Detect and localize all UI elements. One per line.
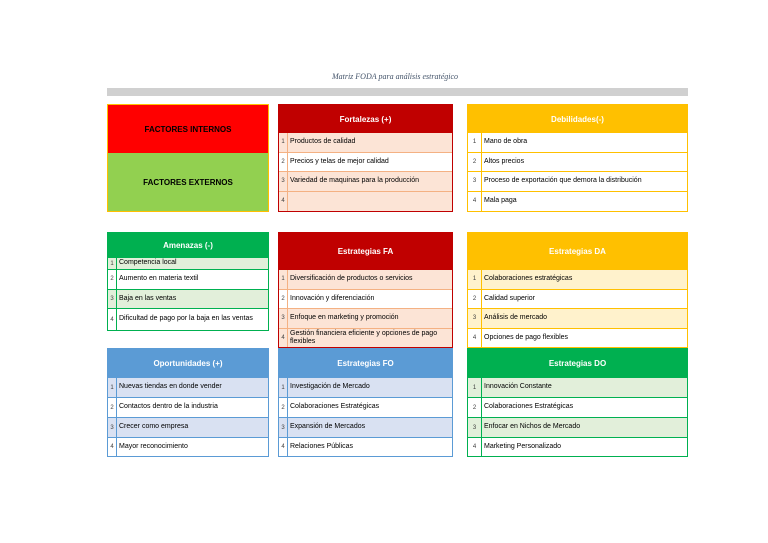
debilidades-panel [467,104,688,212]
list-item: 3 Enfoque en marketing y promoción [279,309,452,329]
list-item: 2 Altos precios [468,153,687,173]
list-item: 1 Innovación Constante [468,378,687,398]
list-item: 4 Mala paga [468,192,687,212]
estrategias-fo-header: Estrategias FO [279,349,452,378]
list-item: 1 Colaboraciones estratégicas [468,270,687,290]
internal-factors: FACTORES INTERNOS [108,105,268,153]
list-item: 2 Innovación y diferenciación [279,290,452,310]
list-item: 4 Dificultad de pago por la baja en las ventas [108,309,268,330]
list-item: 2 Precios y telas de mejor calidad [279,153,452,173]
oportunidades-header: Oportunidades (+) [108,349,268,378]
list-item: 3 Enfocar en Nichos de Mercado [468,418,687,438]
list-item: 2 Colaboraciones Estratégicas [468,398,687,418]
amenazas-panel [107,232,269,331]
list-item: 4 Gestión financiera eficiente y opciones de pago flexibles [279,329,452,348]
estrategias-fo-panel [278,348,453,457]
external-factors: FACTORES EXTERNOS [108,153,268,211]
factors-block [107,104,269,212]
fortalezas-panel [278,104,453,212]
list-item: 2 Aumento en materia textil [108,270,268,290]
fortalezas-header: Fortalezas (+) [279,105,452,133]
list-item: 1 Nuevas tiendas en donde vender [108,378,268,398]
estrategias-do-panel [467,348,688,457]
estrategias-fa-header: Estrategias FA [279,233,452,270]
estrategias-da-header: Estrategias DA [468,233,687,270]
list-item: 4 [279,192,452,212]
list-item: 1 Diversificación de productos o servicios [279,270,452,290]
list-item: 2 Contactos dentro de la industria [108,398,268,418]
estrategias-da-panel [467,232,688,348]
divider-bar [107,88,688,96]
list-item: 1 Competencia local [108,258,268,270]
list-item: 1 Mano de obra [468,133,687,153]
amenazas-header: Amenazas (-) [108,233,268,258]
list-item: 3 Crecer como empresa [108,418,268,438]
list-item: 4 Opciones de pago flexibles [468,329,687,348]
list-item: 4 Marketing Personalizado [468,438,687,456]
list-item: 3 Análisis de mercado [468,309,687,329]
list-item: 3 Baja en las ventas [108,290,268,310]
list-item: 1 Investigación de Mercado [279,378,452,398]
oportunidades-panel [107,348,269,457]
page-title: Matriz FODA para análisis estratégico [331,72,459,81]
list-item: 4 Mayor reconocimiento [108,438,268,456]
list-item: 3 Expansión de Mercados [279,418,452,438]
debilidades-header: Debilidades(-) [468,105,687,133]
list-item: 4 Relaciones Públicas [279,438,452,456]
list-item: 3 Variedad de maquinas para la producción [279,172,452,192]
list-item: 3 Proceso de exportación que demora la distribución [468,172,687,192]
estrategias-fa-panel [278,232,453,348]
list-item: 2 Calidad superior [468,290,687,310]
list-item: 1 Productos de calidad [279,133,452,153]
estrategias-do-header: Estrategias DO [468,349,687,378]
list-item: 2 Colaboraciones Estratégicas [279,398,452,418]
